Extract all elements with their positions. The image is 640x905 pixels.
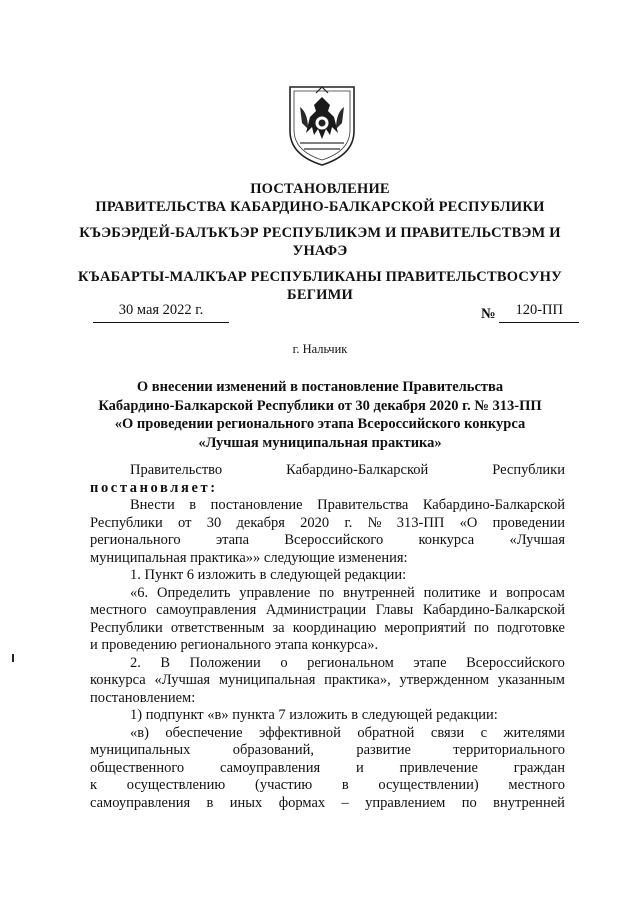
item-1: 1. Пункт 6 изложить в следующей редакции: [130,567,407,583]
word: Кабардино-Балкарской [422,602,565,618]
document-body [90,462,565,812]
issuer-balkar-line1: КЪАБАРТЫ-МАЛКЪАР РЕСПУБЛИКАНЫ ПРАВИТЕЛЬСТВОСУНУ [78,269,562,285]
word: в [341,777,349,793]
word: Всероссийского [466,654,565,671]
paragraph-line: муниципальная практика»» следующие изменения: [90,549,408,566]
word: – [341,794,349,811]
word: Правительства [317,497,409,513]
word: обратной [357,724,415,741]
word: политике [423,584,481,601]
word: образований, [232,742,314,758]
word: Определить [156,584,231,601]
paragraph-line [90,515,565,533]
word: жителями [503,724,565,741]
preamble-line [90,462,565,480]
number-sign: № [481,306,496,322]
word: декабря [236,514,285,531]
subject-line: О внесении изменений в постановление Правительства [136,379,504,395]
word: от [178,514,192,531]
subitem-v-line [90,742,565,760]
subject-line: «О проведении регионального этапа Всероссийского конкурса [114,416,526,432]
issuer-balkar-line2: БЕГИМИ [287,287,353,303]
word: развитие [356,742,411,758]
subject-line: Кабардино-Балкарской Республики от 30 декабря 2020 г. № 313-ПП [98,397,542,414]
word: за [272,619,285,636]
word: региональном [307,654,394,671]
word: практика», [324,672,391,688]
subject-line: «Лучшая муниципальная практика» [198,434,442,451]
word: в [189,497,197,513]
item-2-line [90,672,565,690]
word: Всероссийского [284,532,384,548]
word: Республики [90,619,163,636]
subitem-v-line [90,725,565,743]
word: «6. [130,584,149,601]
subitem-v-line [90,777,565,795]
word: с [480,724,488,741]
document-number [481,302,579,323]
word: Администрации [265,602,367,618]
word: мероприятий [384,619,466,636]
word: (участию [254,777,313,793]
word: самоуправления [156,602,257,618]
word: в [206,794,214,811]
word: Республики [492,462,565,478]
word: Главы [375,602,414,618]
word: «О [459,514,478,531]
word: по [473,619,489,636]
word: г. [344,514,353,531]
word: муниципальная [218,672,316,688]
coat-of-arms-emblem [286,83,358,167]
issuer-kabardian-line2: УНАФЭ [292,243,348,259]
margin-mark [12,654,14,662]
word: постановление [210,497,303,513]
word: Республики [90,514,163,531]
quote-line [90,602,565,620]
subitem-1: 1) подпункт «в» пункта 7 изложить в следующей редакции: [130,707,498,723]
word: Правительство [130,462,223,478]
word: проведении [492,514,565,531]
word: формах [278,794,326,811]
word: граждан [513,759,565,776]
word: внутренней [493,794,565,811]
word: Кабардино-Балкарской [422,497,565,513]
word: указанным [497,672,565,688]
word: конкурса [418,532,475,548]
word: координацию [292,619,377,636]
word: Положении [189,654,261,671]
word: управлением [365,794,446,811]
word: по [319,584,335,601]
word: самоуправления [219,759,321,776]
word: иных [229,794,263,811]
word: внутренней [342,584,415,601]
quote-line [90,620,565,638]
issuer-russian: ПРАВИТЕЛЬСТВА КАБАРДИНО-БАЛКАРСКОЙ РЕСПУБЛИКИ [95,199,545,215]
word: 2. [130,654,141,671]
word: подготовке [497,619,565,636]
decree-word: постановляет: [90,479,218,496]
word: общественного [90,759,185,776]
word: «Лучшая [154,672,211,688]
subitem-v-line [90,795,565,813]
document-type-title: ПОСТАНОВЛЕНИЕ [250,181,390,197]
word: самоуправления [90,794,191,811]
word: местного [90,602,147,618]
word: 313-ПП [396,514,445,531]
word: В [160,654,171,671]
word: вопросам [506,584,565,601]
subitem-v-line [90,760,565,778]
word: территориального [453,742,565,758]
word: утвержденном [399,672,490,688]
city: г. Нальчик [292,342,348,356]
word: этапа [215,532,250,548]
word: Внести [130,497,175,513]
word: осуществлению [126,777,226,793]
word: осуществлении) [378,777,479,793]
paragraph-line [90,497,565,515]
quote-line: и проведению регионального этапа конкурса». [90,637,379,653]
word: этапе [413,654,447,671]
word: муниципальных [90,742,191,758]
document-date: 30 мая 2022 г. [93,302,229,323]
word: и [489,584,498,601]
word: местного [508,777,565,793]
word: № [367,514,382,531]
word: 30 [206,514,222,531]
word: управление [239,584,311,601]
quote-line [90,585,565,603]
word: конкурса [90,672,146,688]
item-2-line: постановлением: [90,689,196,706]
word: и [355,759,364,776]
word: ответственным [170,619,265,636]
word: о [280,654,288,671]
number-value: 120-ПП [499,302,579,323]
word: 2020 [300,514,330,531]
word: Кабардино-Балкарской [286,462,429,478]
word: по [461,794,477,811]
word: к [90,777,98,793]
word: связи [430,724,465,741]
word: привлечение [399,759,478,776]
issuer-kabardian-line1: КЪЭБЭРДЕЙ-БАЛЪКЪЭР РЕСПУБЛИКЭМ И ПРАВИТЕЛЬСТВЭМ И [79,225,561,241]
paragraph-line [90,532,565,550]
word: регионального [90,532,181,548]
word: «Лучшая [509,532,565,548]
word: эффективной [259,724,341,741]
word: обеспечение [165,724,243,741]
word: «в) [130,724,149,741]
item-2-line [90,655,565,673]
subject-heading [80,378,560,452]
